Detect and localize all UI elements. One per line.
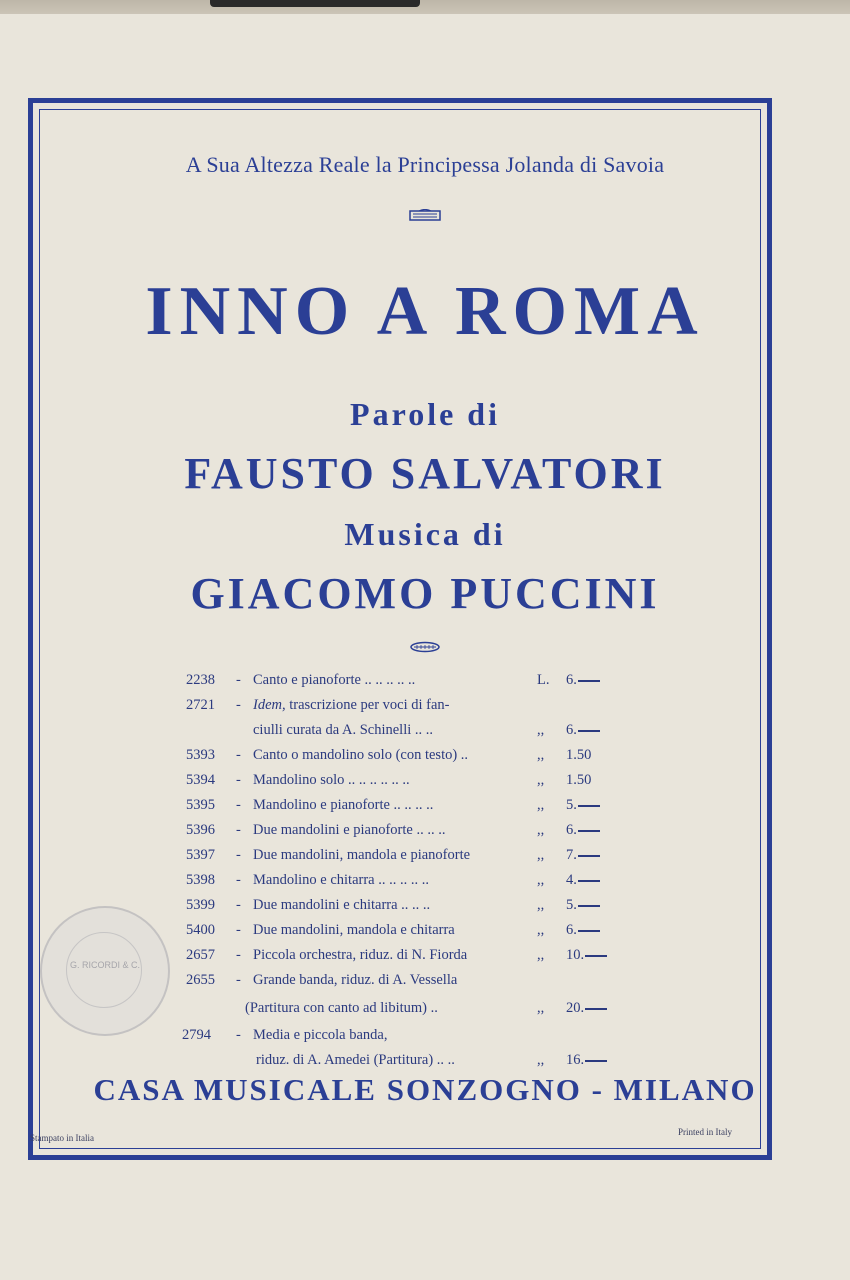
catalog-description-text: Due mandolini, mandola e chitarra [253,922,455,938]
catalog-number: 5398 [186,872,215,888]
catalog-currency: ,, [537,797,545,813]
lyrics-prefix: Parole di [350,396,500,432]
catalog-description-text: Canto o mandolino solo (con testo) .. [253,747,469,763]
catalog-price [566,772,591,789]
catalog-description-text: (Partitura con canto ad libitum) .. [245,1000,438,1016]
catalog-price-value: 6. [566,922,577,938]
catalog-description [253,947,467,964]
catalog-price-value: 1.50 [566,747,592,763]
top-edge-object [210,0,420,7]
composer-name: GIACOMO PUCCINI [190,569,660,618]
catalog-description-text: trascrizione per voci di fan- [285,697,450,713]
price-dash [585,1008,607,1010]
catalog-separator: - [236,672,241,688]
catalog-description-text: Due mandolini, mandola e pianoforte [253,847,471,863]
lyricist-name: FAUSTO SALVATORI [184,449,666,498]
catalog-price-value: 1.50 [566,772,592,788]
catalog-row [0,797,850,821]
catalog-number: 2721 [186,697,215,713]
catalog-currency: ,, [537,847,545,863]
catalog-row [0,772,850,796]
catalog-description-text: Grande banda, riduz. di A. Vessella [253,972,458,988]
catalog-separator: - [236,747,241,763]
catalog-description [253,672,415,689]
catalog-separator: - [236,822,241,838]
catalog-price-value: 6. [566,722,577,738]
catalog-description-text: riduz. di A. Amedei (Partitura) .. .. [256,1052,455,1068]
catalog-description [253,747,468,764]
catalog-number: 5399 [186,897,215,913]
price-dash [578,805,600,807]
catalog-row [0,722,850,746]
catalog-number: 2794 [182,1027,211,1043]
catalog-description [253,972,457,989]
catalog-row [0,697,850,721]
catalog-price [566,747,591,764]
catalog-price [566,672,600,689]
catalog-description [253,872,429,889]
catalog-price [566,947,607,964]
catalog-description [253,822,445,839]
music-prefix: Musica di [344,516,506,552]
price-dash [585,1060,607,1062]
price-dash [578,680,600,682]
catalog-price-value: 5. [566,797,577,813]
catalog-currency: ,, [537,772,545,788]
catalog-description [253,697,449,714]
catalog-description [253,1027,387,1044]
catalog-description [253,722,433,739]
catalog-description [253,897,430,914]
catalog-description-italic: Idem, [253,697,286,713]
price-dash [585,955,607,957]
catalog-number: 5393 [186,747,215,763]
catalog-description-text: Due mandolini e chitarra .. .. .. [253,897,431,913]
ornamental-flourish-icon [0,208,850,226]
printed-label: Printed in Italy [678,1127,732,1137]
catalog-description [245,1000,438,1017]
price-dash [578,930,600,932]
catalog-row [0,872,850,896]
price-dash [578,905,600,907]
catalog-currency: ,, [537,1052,545,1068]
catalog-currency: ,, [537,922,545,938]
catalog-separator: - [236,772,241,788]
catalog-number: 2657 [186,947,215,963]
catalog-price [566,897,600,914]
catalog-description [253,797,433,814]
catalog-separator: - [236,697,241,713]
catalog-description-text: Mandolino e chitarra .. .. .. .. .. [253,872,429,888]
price-dash [578,730,600,732]
catalog-number: 5394 [186,772,215,788]
catalog-price [566,1052,607,1069]
catalog-number: 2238 [186,672,215,688]
catalog-row [0,822,850,846]
catalog-price [566,847,600,864]
catalog-price [566,1000,607,1017]
catalog-row [0,747,850,771]
catalog-price-value: 4. [566,872,577,888]
catalog-currency: ,, [537,747,545,763]
catalog-separator: - [236,947,241,963]
catalog-price-value: 7. [566,847,577,863]
catalog-separator: - [236,847,241,863]
catalog-separator: - [236,922,241,938]
catalog-price-value: 6. [566,822,577,838]
catalog-number: 5397 [186,847,215,863]
catalog-description-text: Due mandolini e pianoforte .. .. .. [253,822,446,838]
catalog-number: 5396 [186,822,215,838]
catalog-price [566,722,600,739]
publisher: CASA MUSICALE SONZOGNO - MILANO [93,1072,757,1107]
catalog-separator: - [236,872,241,888]
catalog-description-text: Mandolino solo .. .. .. .. .. .. [253,772,410,788]
catalog-currency: ,, [537,822,545,838]
catalog-description [253,922,455,939]
catalog-price [566,797,600,814]
price-dash [578,830,600,832]
catalog-price [566,922,600,939]
catalog-number: 2655 [186,972,215,988]
catalog-number: 5400 [186,922,215,938]
dedication: A Sua Altezza Reale la Principessa Jolanda di Savoia [185,152,665,177]
catalog-price [566,822,600,839]
catalog-currency: ,, [537,897,545,913]
catalog-separator: - [236,797,241,813]
catalog-price-value: 6. [566,672,577,688]
catalog-price [566,872,600,889]
catalog-separator: - [236,972,241,988]
catalog-currency: ,, [537,872,545,888]
catalog-price-value: 5. [566,897,577,913]
catalog-row [0,847,850,871]
catalog-currency: ,, [537,722,545,738]
library-stamp [40,906,170,1036]
catalog-row [0,672,850,696]
price-dash [578,880,600,882]
ornamental-divider-icon [0,640,850,658]
catalog-description-text: ciulli curata da A. Schinelli .. .. [253,722,433,738]
catalog-separator: - [236,897,241,913]
catalog-price-value: 16. [566,1052,585,1068]
catalog-number: 5395 [186,797,215,813]
catalog-description-text: Mandolino e pianoforte .. .. .. .. [253,797,434,813]
price-dash [578,855,600,857]
catalog-description-text: Piccola orchestra, riduz. di N. Fiorda [253,947,468,963]
catalog-currency: ,, [537,1000,545,1016]
catalog-description-text: Media e piccola banda, [253,1027,388,1043]
stamp-text: G. RICORDI & C. [69,960,140,970]
stamp-inner-ring [66,932,142,1008]
catalog-description [253,772,410,789]
catalog-currency: ,, [537,947,545,963]
catalog-price-value: 20. [566,1000,585,1016]
page-title: INNO A ROMA [145,273,705,350]
stampato-label: Stampato in Italia [30,1133,94,1143]
catalog-currency: L. [537,672,550,688]
catalog-separator: - [236,1027,241,1043]
catalog-description [253,847,470,864]
catalog-price-value: 10. [566,947,585,963]
catalog-description-text: Canto e pianoforte .. .. .. .. .. [253,672,416,688]
catalog-description [256,1052,455,1069]
